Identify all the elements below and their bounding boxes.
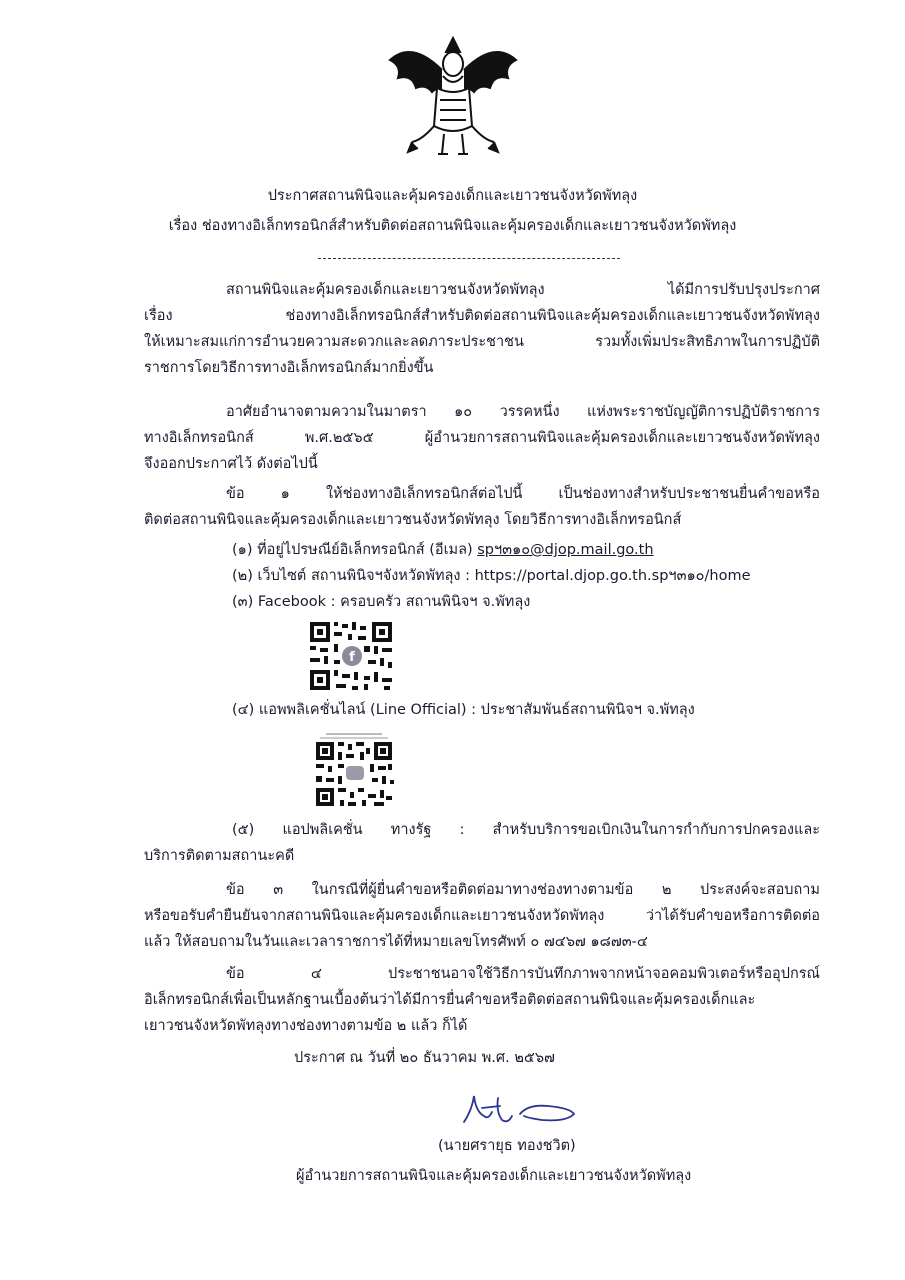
handwritten-signature [458, 1090, 588, 1130]
signer-position: ผู้อำนวยการสถานพินิจและคุ้มครองเด็กและเยาวชนจังหวัดพัทลุง [296, 1168, 692, 1184]
email-link[interactable]: spฯ๓๑๐@djop.mail.go.th [477, 542, 654, 558]
line-badge-icon [346, 766, 364, 780]
signer-name: (นายศรายุธ ทองชวิต) [438, 1138, 576, 1154]
paragraph-1-line: ให้เหมาะสมแก่การอำนวยความสะดวกและลดภาระประชาชน รวมทั้งเพิ่มประสิทธิภาพในการปฏิบัติ [144, 334, 820, 350]
paragraph-2-line: ทางอิเล็กทรอนิกส์ พ.ศ.๒๕๖๕ ผู้อำนวยการสถานพินิจและคุ้มครองเด็กและเยาวชนจังหวัดพัทลุง [144, 430, 820, 446]
garuda-emblem-icon [382, 30, 524, 160]
announcement-subject: เรื่อง ช่องทางอิเล็กทรอนิกส์สำหรับติดต่อสถานพินิจและคุ้มครองเด็กและเยาวชนจังหวัดพัทลุง [168, 218, 737, 234]
line-qr-code[interactable] [310, 732, 398, 808]
clause-1-line: ข้อ ๑ ให้ช่องทางอิเล็กทรอนิกส์ต่อไปนี้ เป็นช่องทางสำหรับประชาชนยื่นคำขอหรือ [226, 486, 820, 502]
item-email-label: (๑) ที่อยู่ไปรษณีย์อิเล็กทรอนิกส์ (อีเมล) [232, 542, 473, 558]
item-line-official: (๔) แอพพลิเคชั่นไลน์ (Line Official) : ประชาสัมพันธ์สถานพินิจฯ จ.พัทลุง [232, 702, 695, 718]
clause-4-line: ข้อ ๔ ประชาชนอาจใช้วิธีการบันทึกภาพจากหน้าจอคอมพิวเตอร์หรืออุปกรณ์ [226, 966, 820, 982]
clause-3-line: แล้ว ให้สอบถามในวันและเวลาราชการได้ที่หมายเลขโทรศัพท์ ๐ ๗๔๖๗ ๑๘๗๓-๔ [144, 934, 648, 950]
paragraph-1-line: เรื่อง ช่องทางอิเล็กทรอนิกส์สำหรับติดต่อสถานพินิจและคุ้มครองเด็กและเยาวชนจังหวัดพัทลุง [144, 308, 820, 324]
svg-text:f: f [349, 650, 355, 665]
clause-1-line: ติดต่อสถานพินิจและคุ้มครองเด็กและเยาวชนจังหวัดพัทลุง โดยวิธีการทางอิเล็กทรอนิกส์ [144, 512, 682, 528]
item-website[interactable]: (๒) เว็บไซต์ สถานพินิจฯจังหวัดพัทลุง : https://portal.djop.go.th.spฯ๓๑๐/home [232, 568, 751, 584]
announcement-date: ประกาศ ณ วันที่ ๒๐ ธันวาคม พ.ศ. ๒๕๖๗ [294, 1050, 555, 1066]
clause-4-line: เยาวชนจังหวัดพัทลุงทางช่องทางตามข้อ ๒ แล้ว ก็ได้ [144, 1018, 468, 1034]
clause-3-line: ข้อ ๓ ในกรณีที่ผู้ยื่นคำขอหรือติดต่อมาทางช่องทางตามข้อ ๒ ประสงค์จะสอบถาม [226, 882, 820, 898]
item-tangrat-line: (๕) แอปพลิเคชั่น ทางรัฐ : สำหรับบริการขอเบิกเงินในการกำกับการปกครองและ [232, 822, 820, 838]
paragraph-2-line: จึงออกประกาศไว้ ดังต่อไปนี้ [144, 456, 318, 472]
paragraph-1-line: สถานพินิจและคุ้มครองเด็กและเยาวชนจังหวัดพัทลุง ได้มีการปรับปรุงประกาศ [226, 282, 820, 298]
clause-3-line: หรือขอรับคำยืนยันจากสถานพินิจและคุ้มครองเด็กและเยาวชนจังหวัดพัทลุง ว่าได้รับคำขอหรือการติดต่อ [144, 908, 820, 924]
header-divider [318, 258, 620, 259]
paragraph-2-line: อาศัยอำนาจตามความในมาตรา ๑๐ วรรคหนึ่ง แห่งพระราชบัญญัติการปฏิบัติราชการ [226, 404, 820, 420]
item-email [232, 540, 654, 560]
facebook-qr-code[interactable] [308, 620, 394, 692]
paragraph-1-line: ราชการโดยวิธีการทางอิเล็กทรอนิกส์มากยิ่งขึ้น [144, 360, 434, 376]
item-facebook: (๓) Facebook : ครอบครัว สถานพินิจฯ จ.พัทลุง [232, 594, 531, 610]
item-tangrat-line: บริการติดตามสถานะคดี [144, 848, 295, 864]
clause-4-line: อิเล็กทรอนิกส์เพื่อเป็นหลักฐานเบื้องต้นว่าได้มีการยื่นคำขอหรือติดต่อสถานพินิจและคุ้มครองเด็กและ [144, 992, 756, 1008]
announcement-title: ประกาศสถานพินิจและคุ้มครองเด็กและเยาวชนจังหวัดพัทลุง [267, 188, 638, 204]
